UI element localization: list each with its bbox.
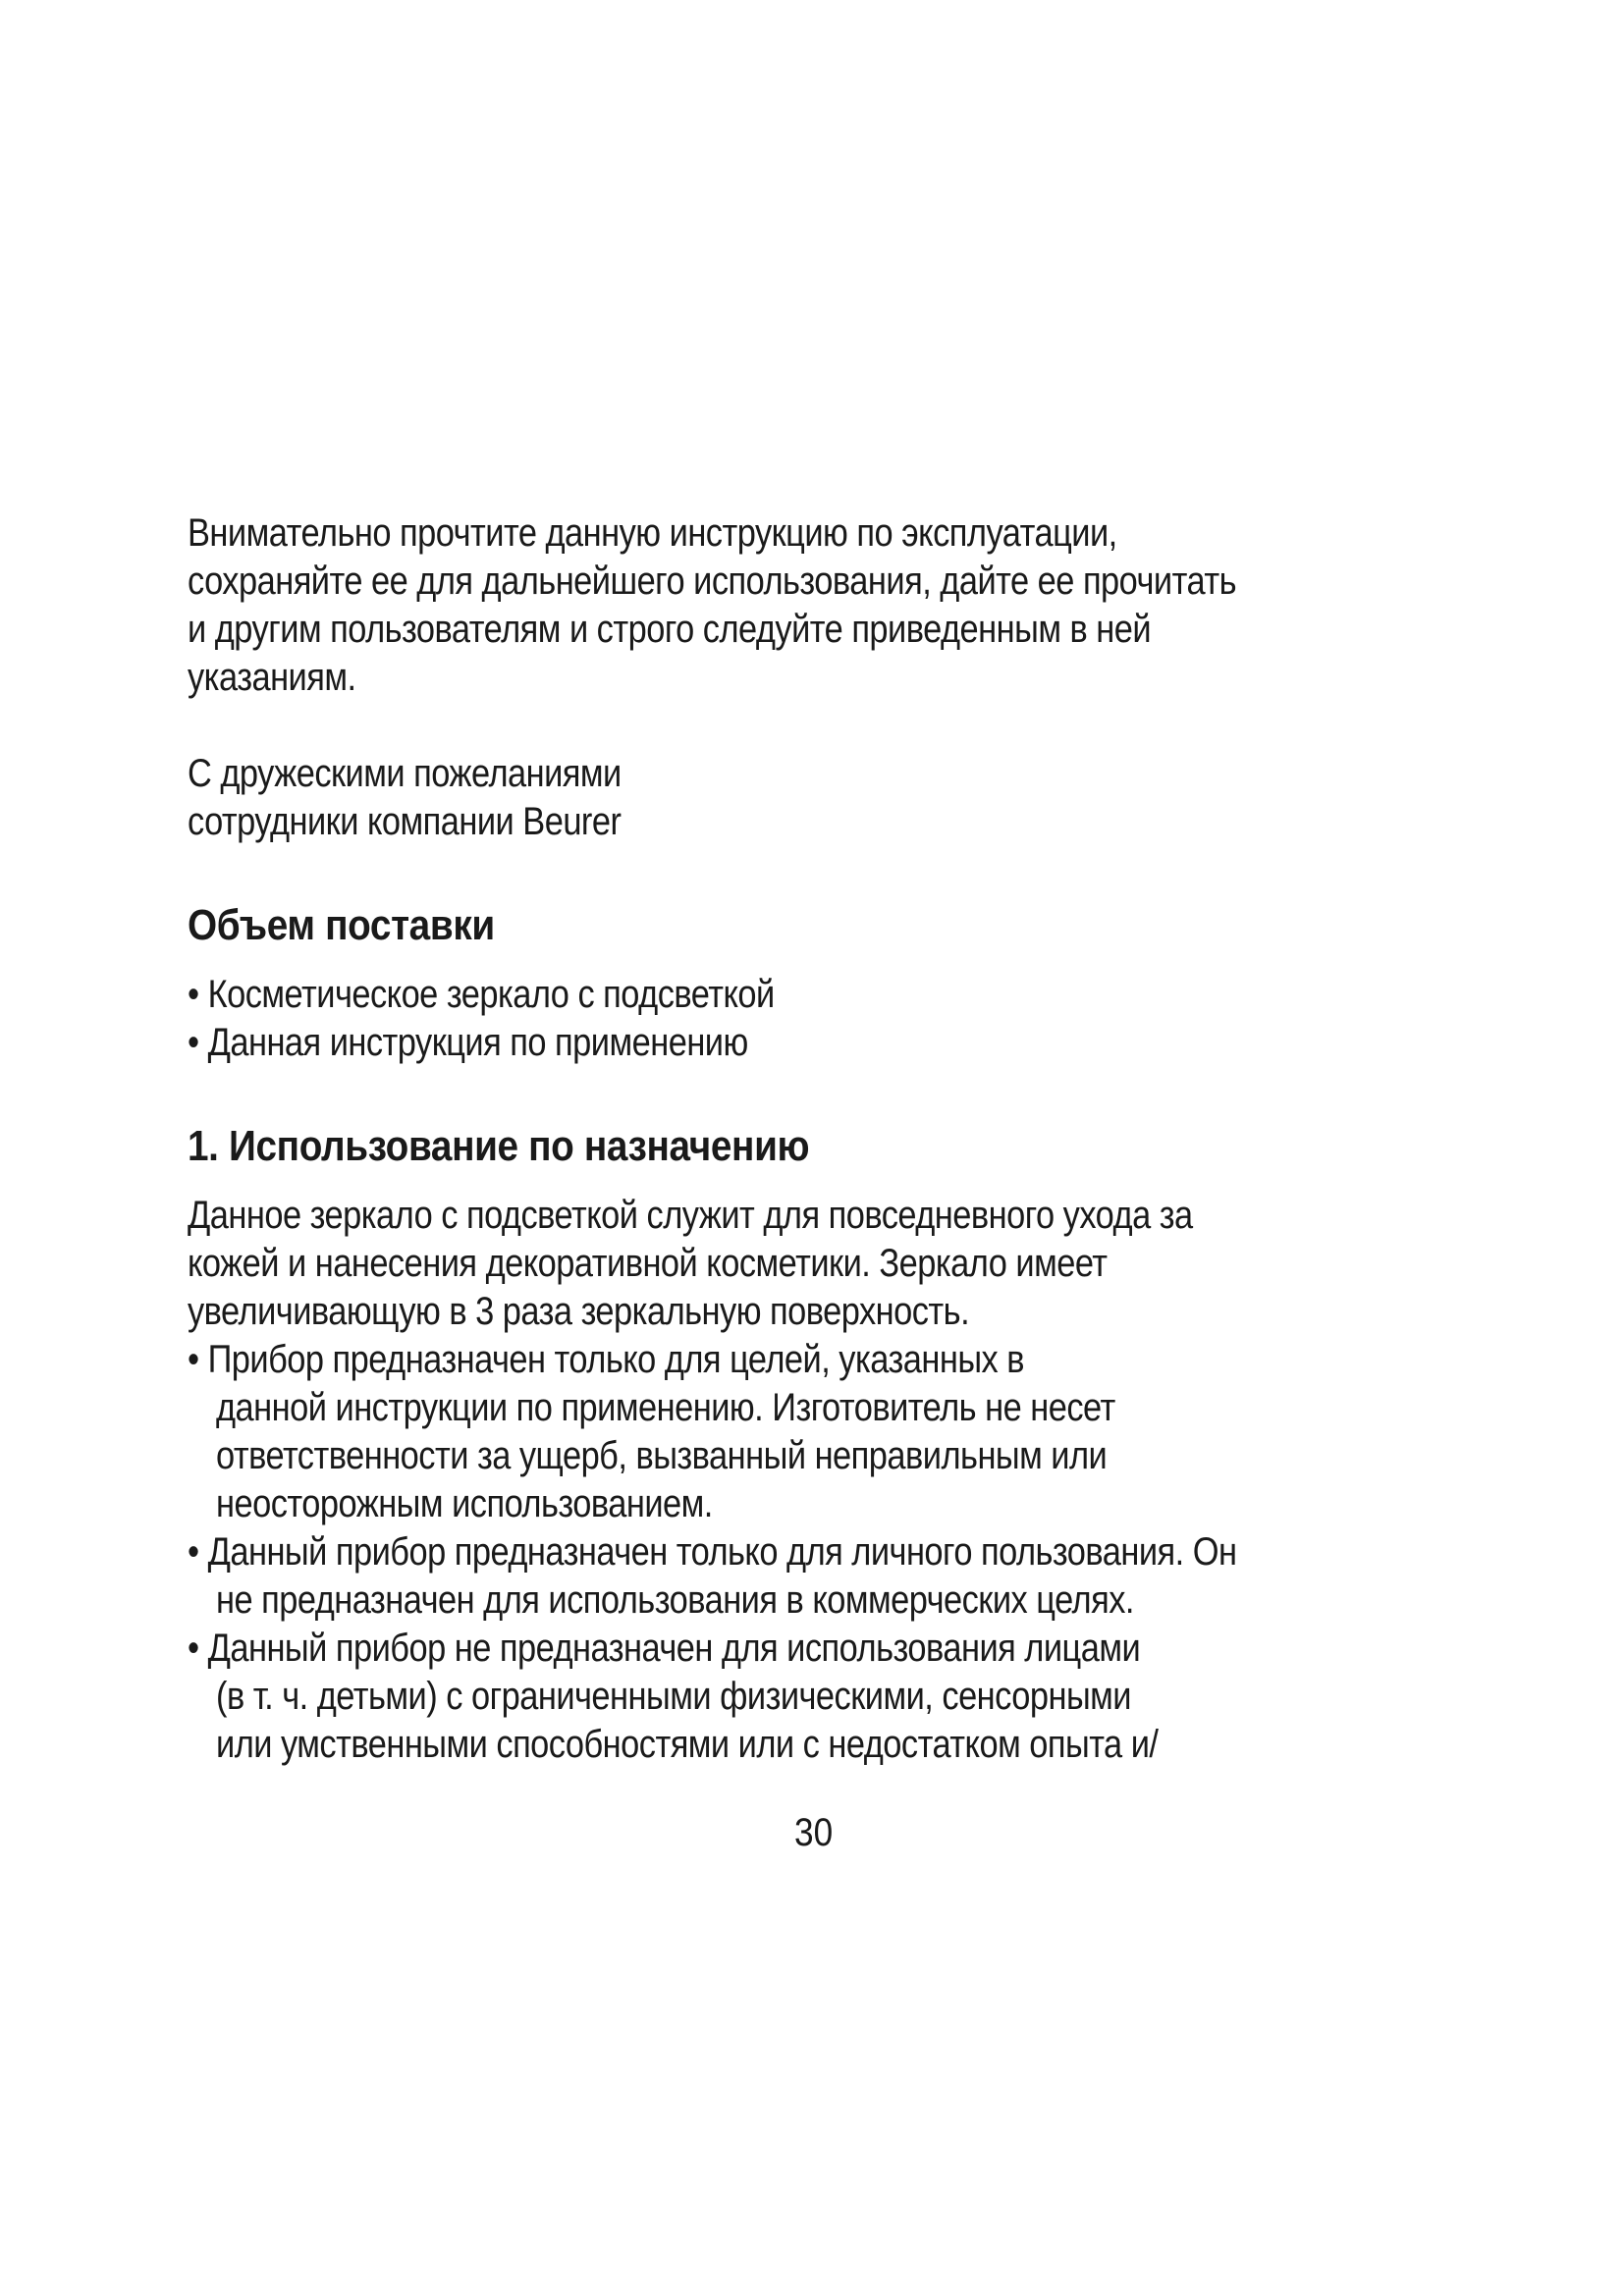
section1-bullet3-line-2: (в т. ч. детьми) с ограниченными физическими, сенсорными <box>216 1675 1131 1718</box>
section1-bullet1-line-4: неосторожным использованием. <box>216 1482 713 1525</box>
intro-line-3: и другим пользователям и строго следуйте приведенным в ней <box>188 608 1152 651</box>
delivery-item-1: • Косметическое зеркало с подсветкой <box>188 973 775 1016</box>
greeting-line-1: С дружескими пожеланиями <box>188 752 622 795</box>
section1-bullet1-line-1: • Прибор предназначен только для целей, указанных в <box>188 1338 1025 1381</box>
section1-paragraph-line-2: кожей и нанесения декоративной косметики. Зеркало имеет <box>188 1242 1108 1285</box>
intro-line-1: Внимательно прочтите данную инструкцию по эксплуатации, <box>188 511 1117 555</box>
section1-bullet2-line-1: • Данный прибор предназначен только для личного пользования. Он <box>188 1530 1237 1574</box>
section1-bullet1-line-2: данной инструкции по применению. Изготовитель не несет <box>216 1386 1115 1429</box>
section1-bullet3-line-3: или умственными способностями или с недостатком опыта и/ <box>216 1723 1159 1766</box>
greeting-line-2: сотрудники компании Beurer <box>188 800 622 843</box>
section1-bullet2-line-2: не предназначен для использования в коммерческих целях. <box>216 1578 1134 1622</box>
section1-paragraph-line-1: Данное зеркало с подсветкой служит для повседневного ухода за <box>188 1194 1193 1237</box>
section1-bullet3-line-1: • Данный прибор не предназначен для использования лицами <box>188 1627 1141 1670</box>
intro-line-4: указаниям. <box>188 656 356 699</box>
delivery-item-2: • Данная инструкция по применению <box>188 1021 748 1064</box>
intro-line-2: сохраняйте ее для дальнейшего использования, дайте ее прочитать <box>188 560 1236 603</box>
delivery-heading: Объем поставки <box>188 901 495 949</box>
section1-bullet1-line-3: ответственности за ущерб, вызванный неправильным или <box>216 1434 1108 1477</box>
section1-heading: 1. Использование по назначению <box>188 1122 810 1170</box>
section1-paragraph-line-3: увеличивающую в 3 раза зеркальную поверхность. <box>188 1290 970 1333</box>
page-number: 30 <box>794 1811 834 1854</box>
